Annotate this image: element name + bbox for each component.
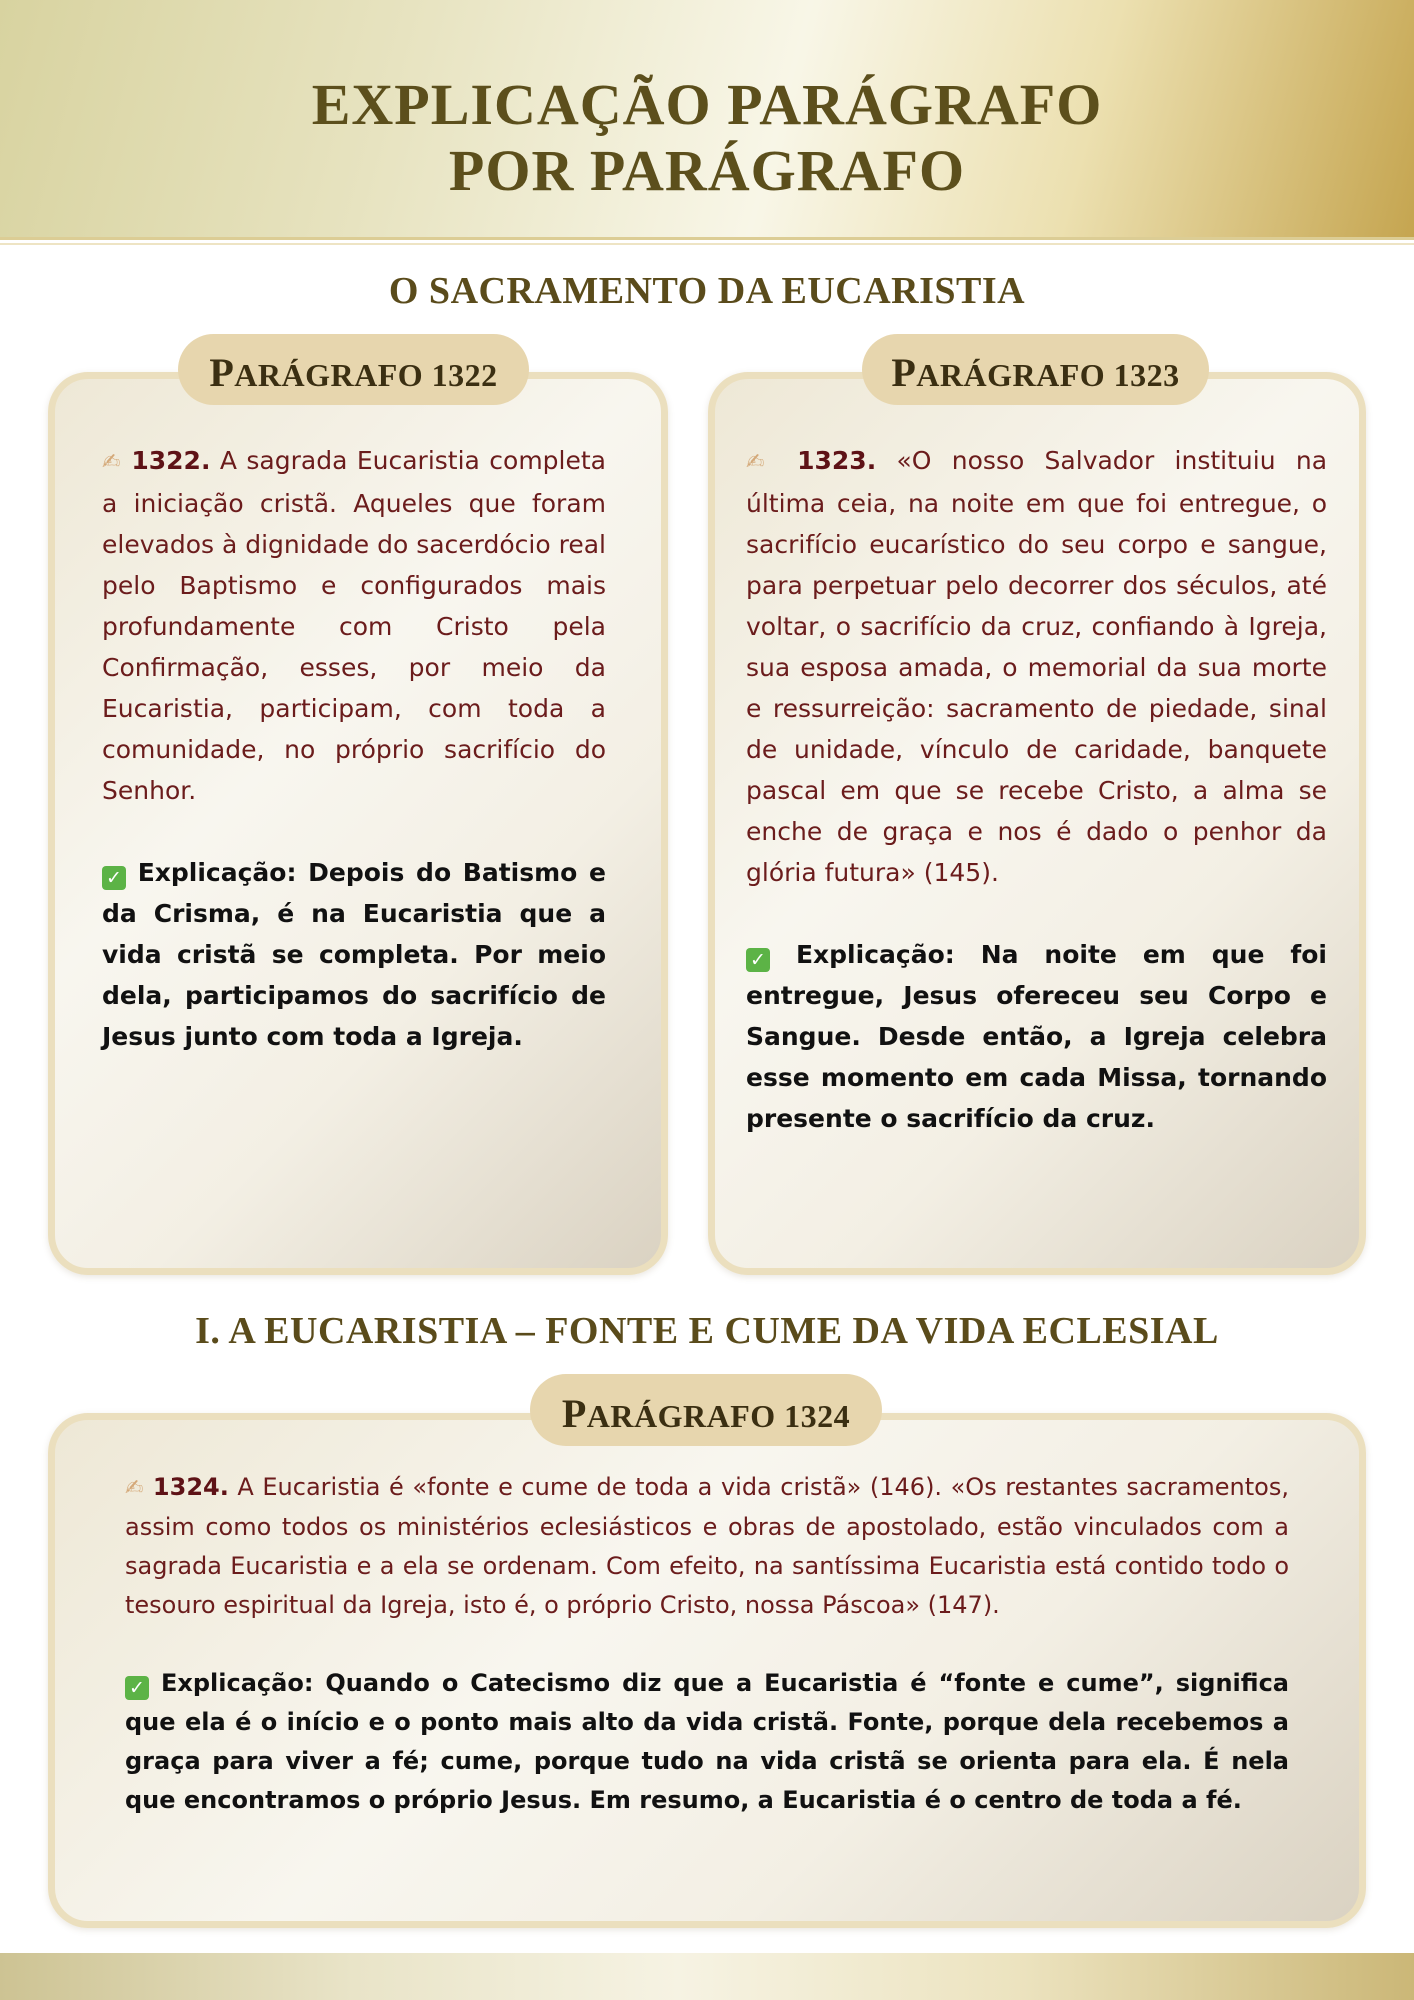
paragraph-label-text: PARÁGRAFO 1323: [891, 350, 1180, 396]
paragraph-text: A sagrada Eucaristia completa a iniciação cristã. Aqueles que foram elevados à dignidade do sacerdócio real pelo Baptismo e configurados mais profundamente com Cristo pela Confirmação, esses, por meio da Eucaristia, participam, com toda a comunidade, no próprio sacrifício do Senhor.: [102, 446, 606, 805]
catechism-paragraph: [746, 440, 1327, 893]
explanation-block: [125, 1664, 1289, 1820]
paragraph-card-1323: [708, 372, 1366, 1275]
paragraph-number: 1323.: [797, 446, 877, 475]
explanation-block: [102, 852, 606, 1057]
paragraph-label-text: PARÁGRAFO 1324: [561, 1391, 851, 1437]
writing-hand-icon: ✍: [125, 1476, 145, 1501]
explanation-text: Explicação: Quando o Catecismo diz que a Eucaristia é “fonte e cume”, significa que ela é o início e o ponto mais alto da vida cristã. Fonte, porque dela recebemos a graça para viver a fé; cume, porque tudo na vida cristã se orienta para ela. É nela que encontramos o próprio Jesus. Em resumo, a Eucaristia é o centro de toda a fé.: [125, 1669, 1289, 1814]
section-title-sacrament: O SACRAMENTO DA EUCARISTIA: [388, 270, 1026, 312]
page-title-line-2: POR PARÁGRAFO: [448, 138, 966, 203]
check-mark-icon: ✓: [746, 948, 770, 972]
paragraph-number: 1322.: [131, 446, 211, 475]
explanation-text: Explicação: Na noite em que foi entregue, Jesus ofereceu seu Corpo e Sangue. Desde então, a Igreja celebra esse momento em cada Missa, tornando presente o sacrifício da cruz.: [746, 940, 1327, 1133]
catechism-paragraph: [125, 1468, 1289, 1625]
paragraph-card-1324: [48, 1413, 1366, 1928]
paragraph-label-1322: [178, 334, 529, 405]
paragraph-label-1323: [862, 334, 1209, 405]
check-mark-icon: ✓: [125, 1676, 149, 1700]
section-title-source-summit: I. A EUCARISTIA – FONTE E CUME DA VIDA ECLESIAL: [195, 1310, 1219, 1352]
paragraph-number: 1324.: [152, 1473, 229, 1501]
footer-band: [0, 1953, 1414, 2000]
paragraph-text: «O nosso Salvador instituiu na última ceia, na noite em que foi entregue, o sacrifício eucarístico do seu corpo e sangue, para perpetuar pelo decorrer dos séculos, até voltar, o sacrifício da cruz, confiando à Igreja, sua esposa amada, o memorial da sua morte e ressurreição: sacramento de piedade, sinal de unidade, vínculo de caridade, banquete pascal em que se recebe Cristo, a alma se enche de graça e nos é dado o penhor da glória futura» (145).: [746, 446, 1328, 887]
explanation-block: [746, 934, 1327, 1139]
writing-hand-icon: ✍: [746, 450, 777, 475]
paragraph-card-1322: [48, 372, 668, 1275]
explanation-text: Explicação: Depois do Batismo e da Crisma, é na Eucaristia que a vida cristã se completa. Por meio dela, participamos do sacrifício de Jesus junto com toda a Igreja.: [102, 858, 606, 1051]
catechism-paragraph: [102, 440, 606, 811]
check-mark-icon: ✓: [102, 866, 126, 890]
writing-hand-icon: ✍: [102, 450, 122, 475]
page-title-line-1: EXPLICAÇÃO PARÁGRAFO: [311, 72, 1103, 137]
paragraph-label-text: PARÁGRAFO 1322: [209, 350, 498, 396]
paragraph-label-1324: [530, 1374, 882, 1446]
page-header: [0, 0, 1414, 240]
paragraph-text: A Eucaristia é «fonte e cume de toda a vida cristã» (146). «Os restantes sacramentos, assim como todos os ministérios eclesiásticos e obras de apostolado, estão vinculados com a sagrada Eucaristia e a ela se ordenam. Com efeito, na santíssima Eucaristia está contido todo o tesouro espiritual da Igreja, isto é, o próprio Cristo, nossa Páscoa» (147).: [125, 1473, 1289, 1619]
